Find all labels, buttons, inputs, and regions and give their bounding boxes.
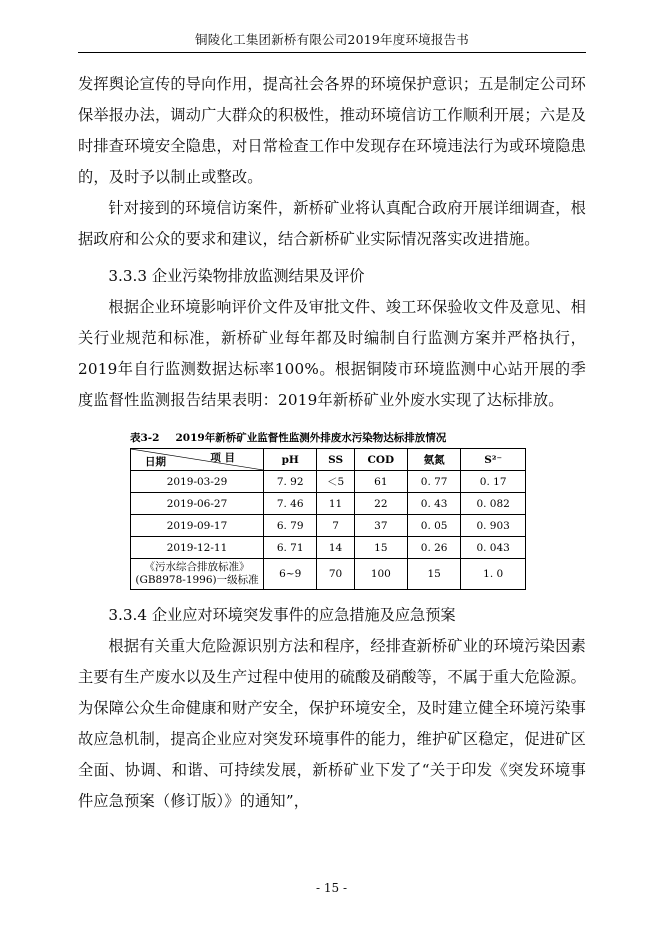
column-header-cod: COD (354, 449, 407, 471)
cell-sulfide: 0. 17 (461, 471, 526, 493)
standard-name-line2: (GB8978-1996)一级标准 (135, 574, 259, 586)
header-divider (78, 52, 586, 53)
standard-sulfide: 1. 0 (461, 559, 526, 590)
cell-ammonia: 0. 77 (407, 471, 460, 493)
standard-name-cell (131, 559, 264, 590)
table-body (131, 471, 526, 590)
row-date: 2019-09-17 (131, 515, 264, 537)
cell-ammonia: 0. 05 (407, 515, 460, 537)
table-row (131, 515, 526, 537)
table-row (131, 537, 526, 559)
cell-cod: 61 (354, 471, 407, 493)
page-content (78, 30, 586, 817)
cell-ph: 7. 46 (264, 493, 317, 515)
cell-ph: 6. 71 (264, 537, 317, 559)
table-row (131, 493, 526, 515)
standard-ss: 70 (317, 559, 354, 590)
cell-sulfide: 0. 043 (461, 537, 526, 559)
standard-ammonia: 15 (407, 559, 460, 590)
page-number: - 15 - (315, 881, 347, 895)
paragraph-2: 针对接到的环境信访案件，新桥矿业将认真配合政府开展详细调查，根据政府和公众的要求和建议，结合新桥矿业实际情况落实改进措施。 (78, 199, 586, 248)
document-header-title: 铜陵化工集团新桥有限公司2019年度环境报告书 (195, 32, 469, 47)
table-caption (130, 430, 576, 445)
column-header-sulfide: S²⁻ (461, 449, 526, 471)
table-block (78, 430, 586, 590)
cell-cod: 22 (354, 493, 407, 515)
cell-ss: ＜5 (317, 471, 354, 493)
paragraph-3: 根据企业环境影响评价文件及审批文件、竣工环保验收文件及意见、相关行业规范和标准，新桥矿业每年都及时编制自行监测方案并严格执行，2019年自行监测数据达标率100%。根据铜陵市环境监测中心站开展的季度监督性监测报告结果表明：2019年新桥矿业外废水实现了达标排放。 (78, 298, 586, 409)
cell-ss: 14 (317, 537, 354, 559)
cell-cod: 15 (354, 537, 407, 559)
table-corner-cell (131, 449, 264, 471)
standard-ph: 6~9 (264, 559, 317, 590)
cell-ss: 7 (317, 515, 354, 537)
column-header-ammonia: 氨氮 (407, 449, 460, 471)
monitoring-results-table (130, 448, 526, 590)
cell-sulfide: 0. 082 (461, 493, 526, 515)
cell-ph: 6. 79 (264, 515, 317, 537)
row-date: 2019-06-27 (131, 493, 264, 515)
table-header-row (131, 449, 526, 471)
standard-cod: 100 (354, 559, 407, 590)
column-header-ss: SS (317, 449, 354, 471)
cell-sulfide: 0. 903 (461, 515, 526, 537)
cell-ph: 7. 92 (264, 471, 317, 493)
cell-cod: 37 (354, 515, 407, 537)
table-row (131, 471, 526, 493)
paragraph-4: 根据有关重大危险源识别方法和程序，经排查新桥矿业的环境污染因素主要有生产废水以及生产过程中使用的硫酸及硝酸等，不属于重大危险源。为保障公众生命健康和财产安全，保护环境安全，及时建立健全环境污染事故应急机制，提高企业应对突发环境事件的能力，维护矿区稳定，促进矿区全面、协调、和谐、可持续发展，新桥矿业下发了“关于印发《突发环境事件应急预案（修订版）》的通知”， (78, 637, 586, 810)
section-heading-334: 3.3.4 企业应对环境突发事件的应急措施及应急预案 (108, 606, 456, 624)
paragraph-1: 发挥舆论宣传的导向作用，提高社会各界的环境保护意识；五是制定公司环保举报办法，调动广大群众的积极性，推动环境信访工作顺利开展；六是及时排查环境安全隐患，对日常检查工作中发现存在环境违法行为或环境隐患的，及时予以制止或整改。 (78, 75, 586, 186)
standard-name-line1: 《污水综合排放标准》 (144, 561, 250, 573)
corner-item-label: 项 目 (210, 452, 235, 464)
row-date: 2019-12-11 (131, 537, 264, 559)
table-head (131, 449, 526, 471)
cell-ammonia: 0. 43 (407, 493, 460, 515)
column-header-ph: pH (264, 449, 317, 471)
table-row-standard (131, 559, 526, 590)
row-date: 2019-03-29 (131, 471, 264, 493)
corner-date-label: 日期 (145, 456, 166, 468)
table-caption-number: 表3-2 (130, 432, 160, 444)
section-heading-333: 3.3.3 企业污染物排放监测结果及评价 (108, 267, 365, 285)
table-caption-text: 2019年新桥矿业监督性监测外排废水污染物达标排放情况 (175, 432, 447, 444)
cell-ammonia: 0. 26 (407, 537, 460, 559)
cell-ss: 11 (317, 493, 354, 515)
